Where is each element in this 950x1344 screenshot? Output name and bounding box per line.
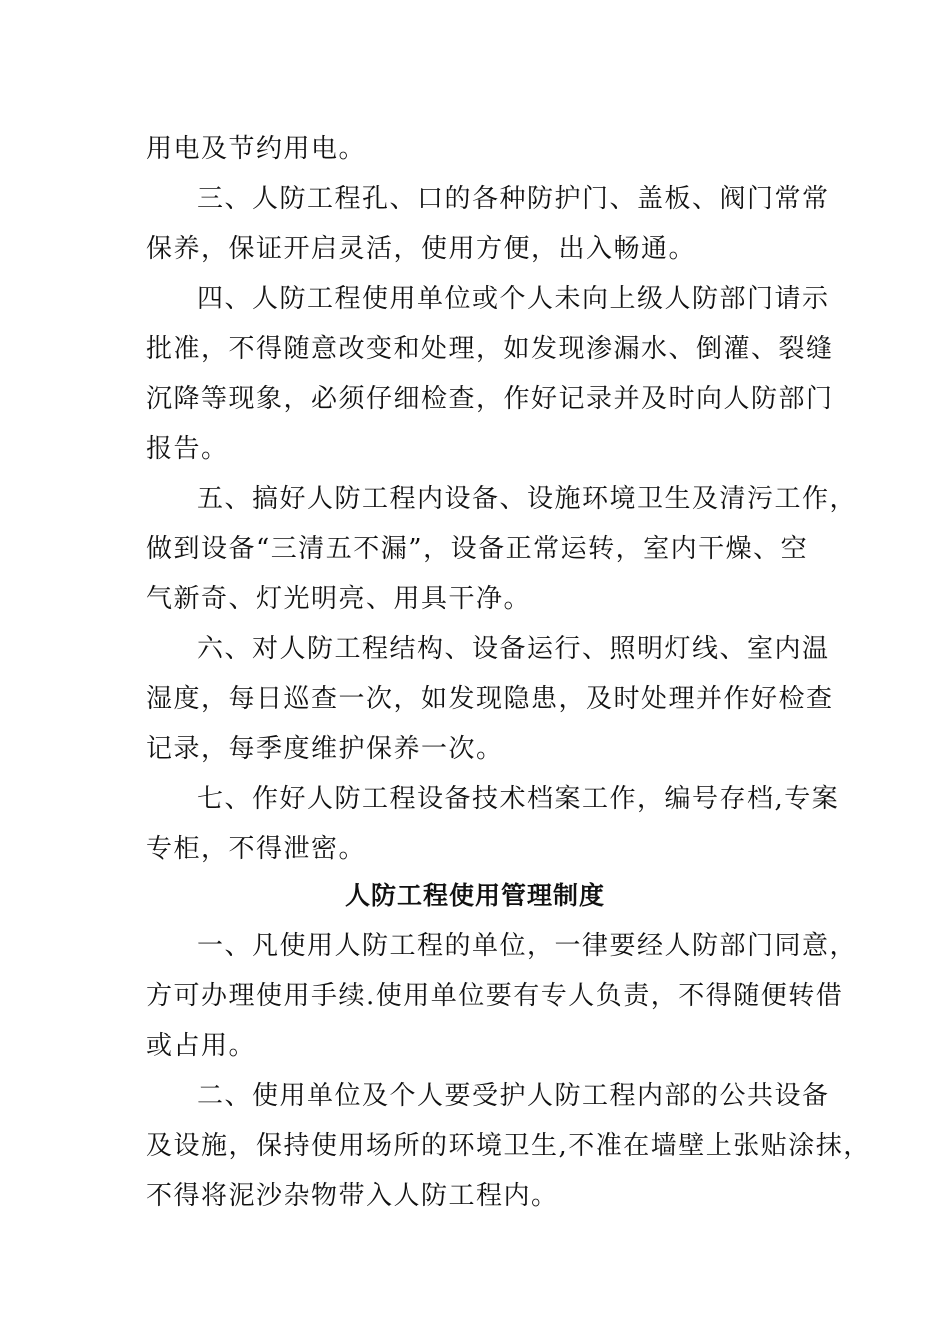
text-line: 保养，保证开启灵活，使用方便，出入畅通。 (146, 234, 697, 264)
text-line: 做到设备“三清五不漏”，设备正常运转，室内干燥、空 (146, 534, 809, 564)
section-title: 人防工程使用管理制度 (344, 881, 605, 910)
text-line: 方可办理使用手续.使用单位要有专人负责，不得随便转借 (146, 981, 844, 1011)
text-line: 报告。 (146, 434, 229, 464)
text-line: 六、对人防工程结构、设备运行、照明灯线、室内温 (197, 634, 830, 664)
text-line: 三、人防工程孔、口的各种防护门、盖板、阀门常常 (197, 184, 830, 214)
text-line: 沉降等现象，必须仔细检查，作好记录并及时向人防部门 (146, 384, 834, 414)
text-line: 五、搞好人防工程内设备、设施环境卫生及清污工作， (197, 484, 858, 514)
text-line: 一、凡使用人防工程的单位，一律要经人防部门同意， (197, 931, 858, 961)
text-line: 专柜，不得泄密。 (146, 834, 367, 864)
text-line: 不得将泥沙杂物带入人防工程内。 (146, 1181, 559, 1211)
text-line: 四、人防工程使用单位或个人未向上级人防部门请示 (197, 284, 830, 314)
text-line: 记录，每季度维护保养一次。 (146, 734, 504, 764)
text-line: 湿度，每日巡查一次，如发现隐患，及时处理并作好检查 (146, 684, 834, 714)
text-line: 或占用。 (146, 1031, 257, 1061)
text-line: 及设施，保持使用场所的环境卫生,不准在墙壁上张贴涂抹， (146, 1131, 871, 1161)
text-line: 批准，不得随意改变和处理，如发现渗漏水、倒灌、裂缝 (146, 334, 834, 364)
text-line: 用电及节约用电。 (146, 134, 367, 164)
text-line: 二、使用单位及个人要受护人防工程内部的公共设备 (197, 1081, 830, 1111)
text-line: 气新奇、灯光明亮、用具干净。 (146, 584, 532, 614)
text-line: 七、作好人防工程设备技术档案工作，编号存档,专案 (197, 784, 840, 814)
